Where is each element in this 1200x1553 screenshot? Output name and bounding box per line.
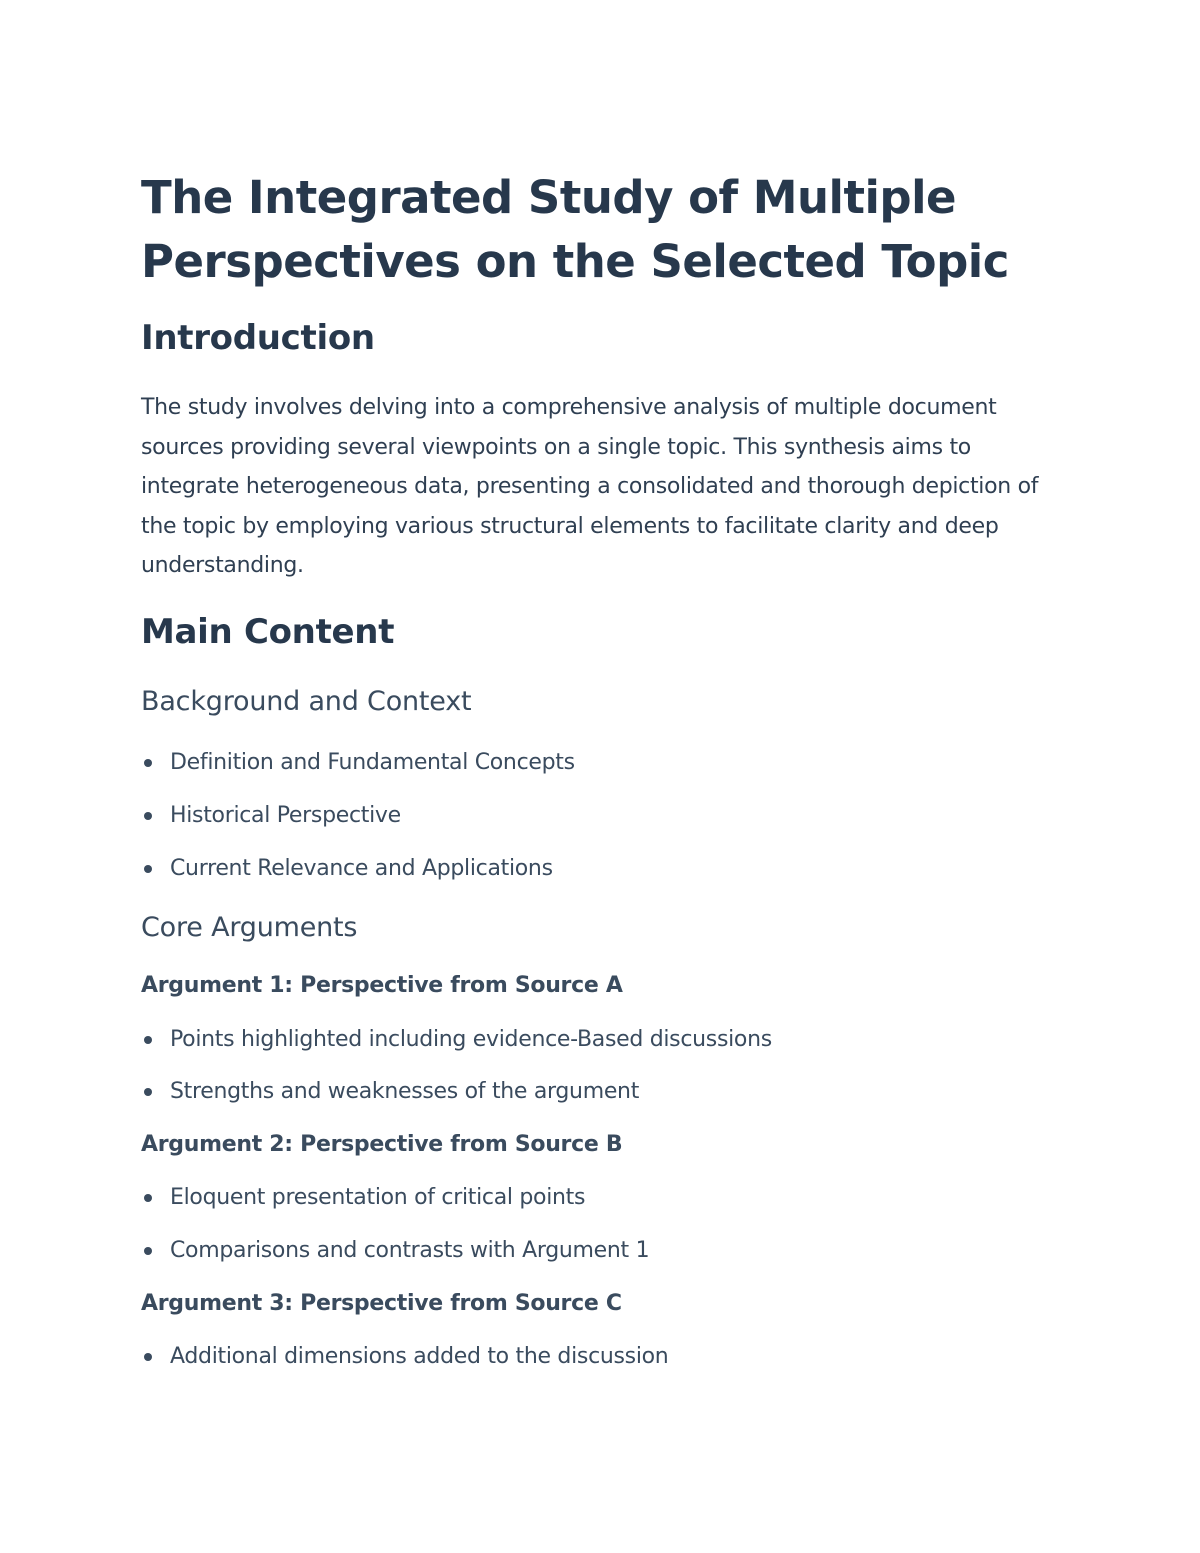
bullet-icon xyxy=(144,1194,152,1202)
bullet-icon xyxy=(144,1036,152,1044)
list-item-text: Strengths and weaknesses of the argument xyxy=(170,1079,640,1104)
bullet-icon xyxy=(144,1088,152,1096)
core-arguments-heading: Core Arguments xyxy=(141,912,358,943)
list-item-text: Historical Perspective xyxy=(170,803,401,828)
bullet-icon xyxy=(144,812,152,820)
list-item-text: Current Relevance and Applications xyxy=(170,856,553,881)
background-heading: Background and Context xyxy=(141,686,472,717)
list-item-text: Eloquent presentation of critical points xyxy=(170,1185,586,1210)
bullet-icon xyxy=(144,865,152,873)
list-item-text: Comparisons and contrasts with Argument 1 xyxy=(170,1238,650,1263)
argument-3-heading: Argument 3: Perspective from Source C xyxy=(141,1291,622,1316)
introduction-heading: Introduction xyxy=(141,318,375,358)
list-item-text: Points highlighted including evidence-Based discussions xyxy=(170,1027,772,1052)
document-title: The Integrated Study of Multiple Perspectives on the Selected Topic xyxy=(141,171,1009,288)
main-content-heading: Main Content xyxy=(141,612,395,652)
argument-2-heading: Argument 2: Perspective from Source B xyxy=(141,1132,623,1157)
bullet-icon xyxy=(144,1247,152,1255)
list-item-text: Definition and Fundamental Concepts xyxy=(170,750,575,775)
argument-1-heading: Argument 1: Perspective from Source A xyxy=(141,973,623,998)
list-item-text: Additional dimensions added to the discussion xyxy=(170,1344,669,1369)
bullet-icon xyxy=(144,759,152,767)
bullet-icon xyxy=(144,1353,152,1361)
introduction-body: The study involves delving into a comprehensive analysis of multiple document sources providing several viewpoints on a single topic. This synthesis aims to integrate heterogeneous data, presenting a consolidated and thorough depiction of the topic by employing various structural elements to facilitate clarity and deep understanding. xyxy=(141,395,1039,578)
